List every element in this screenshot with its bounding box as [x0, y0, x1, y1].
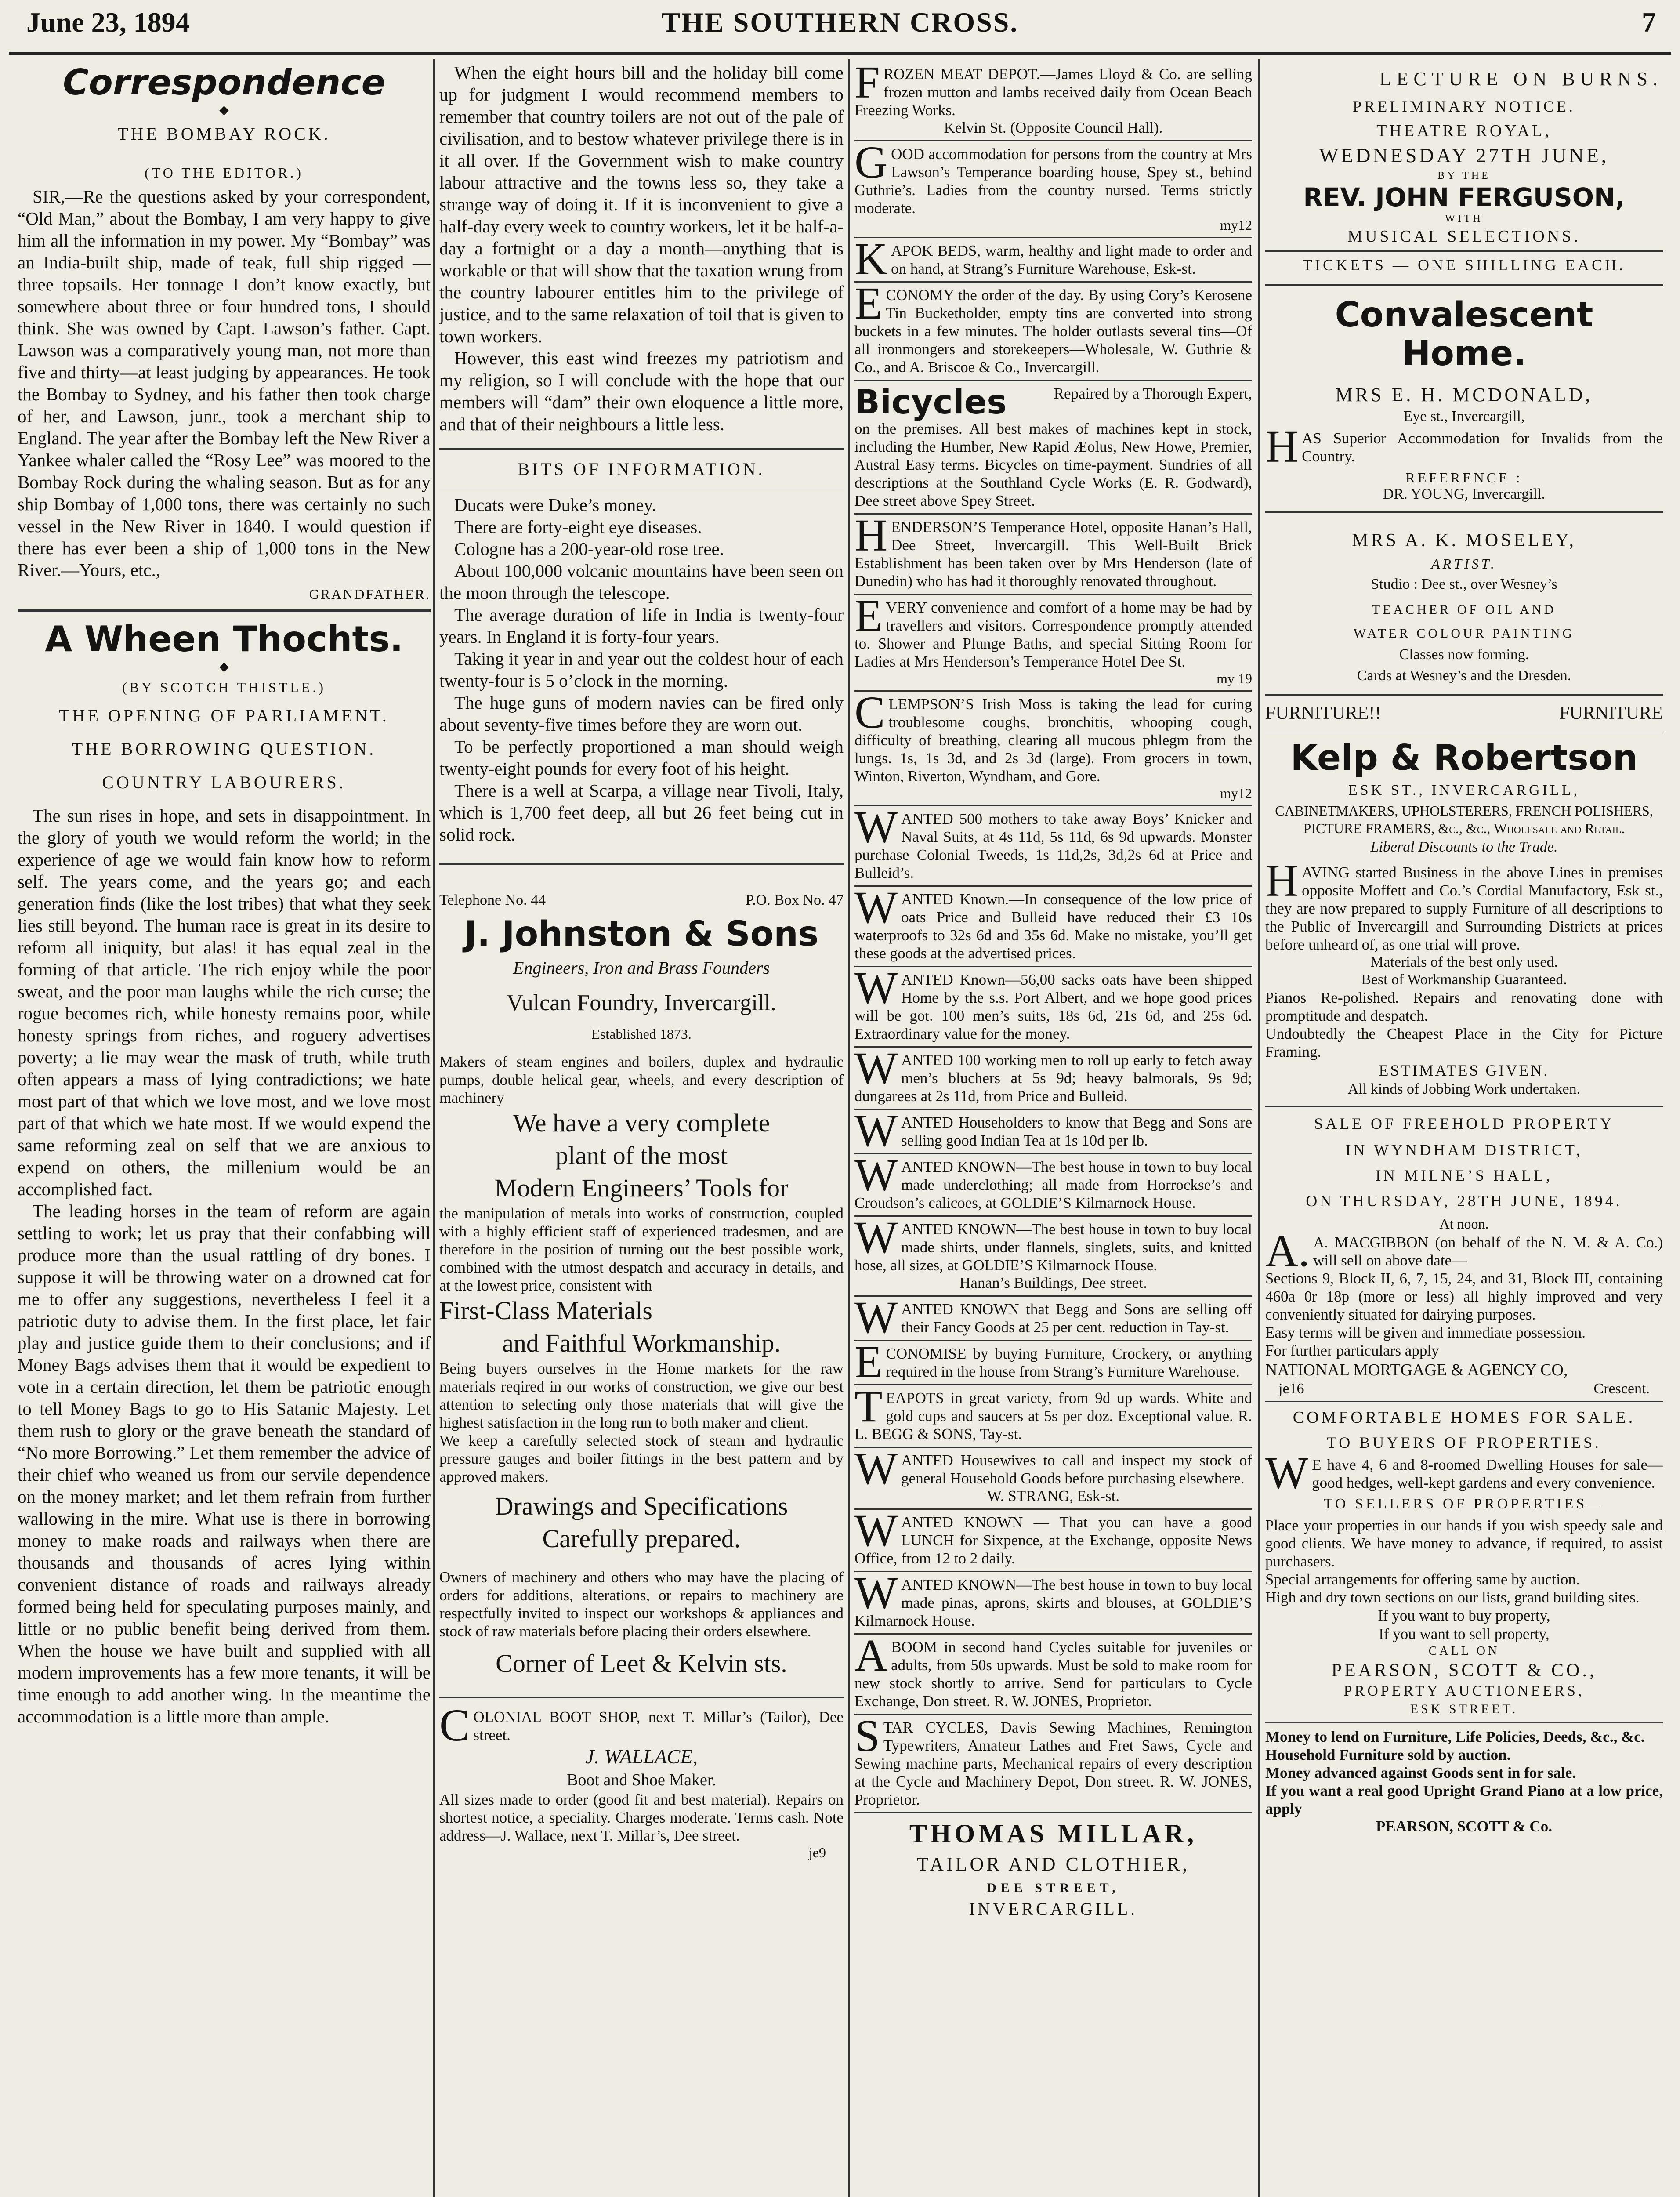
classified-ad [854, 510, 1252, 595]
sale-terms: Easy terms will be given and immediate possession. [1265, 1324, 1586, 1341]
pearson-sell: If you want to sell property, [1379, 1625, 1550, 1642]
classified-ad [854, 1043, 1252, 1110]
convalescent-title-1: Convalescent [1335, 295, 1593, 335]
pearson-money: Money to lend on Furniture, Life Policies, Deeds, &c., &c. [1265, 1728, 1645, 1745]
moseley-water: WATER COLOUR PAINTING [1353, 626, 1575, 641]
pearson-apply: PEARSON, SCOTT & Co. [1376, 1818, 1552, 1835]
bit-item: The average duration of life in India is twenty-four years. In England it is forty-four years. [439, 605, 844, 647]
moseley-role: ARTIST. [1431, 556, 1497, 572]
sale-title-2: IN WYNDHAM DISTRICT, [1345, 1141, 1583, 1159]
section-rule [439, 1697, 844, 1698]
sale-title-3: IN MILNE’S HALL, [1376, 1167, 1553, 1184]
bits-heading: BITS OF INFORMATION. [518, 459, 765, 479]
ad-text: WANTED KNOWN — That you can have a good LUNCH for Sixpence, at the Exchange, opposite News Office, from 12 to 2 daily. [854, 1505, 1252, 1567]
pearson-advanced: Money advanced against Goods sent in for sale. [1265, 1764, 1576, 1781]
ad-text: ECONOMY the order of the day. By using Cory’s Kerosene Tin Bucketholder, empty tins are converted into strong buckets in a few minutes. The holder outlasts several tins—Of all ironmongers and storekeepers—Wholesale, W. Guthrie & Co., and A. Briscoe & Co., Invercargill. [854, 278, 1252, 376]
column-divider [848, 59, 850, 2197]
classified-ad [854, 802, 1252, 887]
johnston-tools: Modern Engineers’ Tools for [494, 1174, 789, 1202]
bombay-rock-heading: THE BOMBAY ROCK. [117, 124, 331, 144]
convalescent-advertisement [1265, 292, 1663, 513]
ad-text: KAPOK BEDS, warm, healthy and light made to order and on hand, at Strang’s Furniture Warehouse, Esk-st. [854, 234, 1252, 284]
sale-code: je16 [1278, 1381, 1304, 1397]
wallace-name: J. WALLACE, [585, 1745, 698, 1768]
classified-ad [854, 1568, 1252, 1635]
bit-item: There are forty-eight eye diseases. [454, 517, 702, 537]
classified-ad [854, 1505, 1252, 1572]
kelp-line: Best of Workmanship Guaranteed. [1361, 972, 1567, 988]
classified-ad [854, 1212, 1252, 1297]
moseley-advertisement [1265, 513, 1663, 696]
sale-sections: Sections 9, Block II, 6, 7, 15, 24, and 31, Block III, containing 460a 0r 18p (more or less) all highly improved and very conveniently situated for dairying purposes. [1265, 1270, 1663, 1323]
johnston-trade: Engineers, Iron and Brass Founders [513, 958, 770, 978]
wallace-advertisement [439, 1700, 844, 1864]
column-3 [854, 62, 1252, 2197]
kelp-street: ESK ST., INVERCARGILL, [1348, 782, 1580, 798]
ad-text: FROZEN MEAT DEPOT.—James Lloyd & Co. are selling frozen mutton and lambs received daily from Ocean Beach Freezing Works. [854, 62, 1252, 119]
lecture-with: WITH [1445, 213, 1483, 225]
lecture-music: MUSICAL SELECTIONS. [1347, 227, 1581, 246]
bicycles-text: on the premises. All best makes of machines kept in stock, including the Humber, New Rapid Æolus, New Howe, Premier, Austral Easy terms. Bicycles on time-payment. Sundries of all descriptions at the Southland Cycle Works (E. R. Godward), Dee street above Spey Street. [854, 420, 1252, 509]
column-4 [1265, 62, 1663, 2197]
ad-text: TEAPOTS in great variety, from 9d up wards. White and gold cups and saucers at 5s per doz. Exceptional value. R. L. BEGG & SONS, Tay-st. [854, 1381, 1252, 1443]
classified-ad [854, 882, 1252, 967]
bit-item: There is a well at Scarpa, a village near Tivoli, Italy, which is 1,700 feet deep, all but 26 feet being cut in solid rock. [439, 780, 844, 845]
moseley-classes: Classes now forming. [1399, 646, 1529, 663]
section-rule [1265, 284, 1663, 286]
subheading-labourers: COUNTRY LABOURERS. [102, 772, 346, 792]
lecture-venue: THEATRE ROYAL, [1376, 122, 1552, 140]
kelp-name: Kelp & Robertson [1290, 737, 1638, 778]
pearson-piano: If you want a real good Upright Grand Piano at a low price, apply [1265, 1782, 1663, 1817]
pearson-role: PROPERTY AUCTIONEERS, [1343, 1683, 1585, 1699]
kelp-trades: CABINETMAKERS, UPHOLSTERERS, FRENCH POLISHERS, PICTURE FRAMERS, &c., &c., Wholesale and Retail. [1275, 803, 1653, 836]
article-paragraph: However, this east wind freezes my patriotism and my religion, so I will conclude with the hope that our members will “dam” their own eloquence a little more, and that of their neighbours a little less. [439, 348, 844, 434]
moseley-name: MRS A. K. MOSELEY, [1352, 530, 1576, 551]
convalescent-text: HAS Superior Accommodation for Invalids from the Country. [1265, 421, 1663, 472]
masthead [0, 0, 1680, 53]
johnston-materials: First-Class Materials [439, 1296, 652, 1325]
ad-code: my12 [1220, 785, 1252, 801]
to-the-editor: (TO THE EDITOR.) [145, 165, 304, 181]
classified-ad [854, 1150, 1252, 1217]
wheen-thochts-heading: A Wheen Thochts. [45, 619, 403, 660]
classified-ad [854, 278, 1252, 381]
sale-title-1: SALE OF FREEHOLD PROPERTY [1314, 1115, 1614, 1132]
johnston-foundry: Vulcan Foundry, Invercargill. [507, 990, 776, 1015]
furniture-left: FURNITURE!! [1265, 703, 1381, 723]
ad-code: my 19 [1217, 671, 1252, 686]
moseley-studio: Studio : Dee st., over Wesney’s [1371, 576, 1557, 592]
classified-ad [854, 1106, 1252, 1156]
article-paragraph: The sun rises in hope, and sets in disappointment. In the glory of youth we would reform the world; in the experience of age we would fain know how to reform self. The years come, and the years go; and each generation finds (like the lost tribes) that what they seek lies still beyond. The human race is great in its desire to reform all iniquity, but alas! it has equal zeal in the forming of that article. The rich enjoy while the poor sweat, and the poor man laughs while the rich curse; the rogue becomes rich, while honesty remains poor, while honesty springs from riches, and roguery advertises poverty; a lie may wear the mask of truth, while truth often appears a mass of lying contradictions; we hate most part of that which we love most, and we love most part of that which we hate most. If we would expend the same reforming zeal on self that we are anxious to expend on others, the millenium would be an accomplished fact. [18, 805, 431, 1199]
classified-ad [854, 234, 1252, 284]
johnston-workmanship: and Faithful Workmanship. [502, 1329, 781, 1357]
sale-body: A.A. MACGIBBON (on behalf of the N. M. & A. Co.) will sell on above date— [1265, 1225, 1663, 1276]
pearson-street: ESK STREET. [1410, 1702, 1518, 1716]
ad-text: WANTED Housewives to call and inspect my stock of general Household Goods before purchasing elsewhere. [854, 1443, 1252, 1494]
letter-paragraph: SIR,—Re the questions asked by your correspondent, “Old Man,” about the Bombay, I am very happy to give him all the information in my power. My “Bombay” was an India-built ship, made of teak, full ship rigged — three topsails. Her tonnage I don’t know exactly, but somewhere about three or four hundred tons, I should think. She was owned by Capt. Lawson’s father. Capt. Lawson was a comparatively young man, not more than five and thirty—at least judging by appearances. He took the Bombay to Sydney, and his father then took charge of her, and Lawson, junr., took a merchant ship to England. The year after the Bombay left the New River a Yankee whaler called the “Rosy Lee” was moored to the Bombay Rock during the whaling season. But as for any ship Bombay of 1,000 tons, there was certainly no such vessel in the New River in 1840. I would question if there has ever been a ship of 1,000 tons in the New River.—Yours, etc., [18, 186, 431, 580]
johnston-established: Established 1873. [591, 1026, 692, 1042]
lecture-speaker: REV. JOHN FERGUSON, [1303, 182, 1625, 212]
ad-text: WANTED Known—56,00 sacks oats have been shipped Home by the s.s. Port Albert, and we hope good prices will be got. 100 men’s suits, 18s 6d, 21s 6d, and 25s 6d. Extraordinary value for the money. [854, 963, 1252, 1042]
convalescent-reference-label: REFERENCE : [1405, 470, 1523, 486]
pearson-buy: If you want to buy property, [1378, 1607, 1550, 1624]
ad-code: my12 [1220, 217, 1252, 233]
kelp-discount: Liberal Discounts to the Trade. [1370, 839, 1558, 855]
bit-item: Taking it year in and year out the coldest hour of each twenty-four is 5 o’clock in the morning. [439, 649, 844, 691]
moseley-cards: Cards at Wesney’s and the Dresden. [1357, 667, 1571, 684]
convalescent-title-2: Home. [1402, 334, 1526, 373]
kelp-body: HAVING started Business in the above Lines in premises opposite Moffett and Co.’s Cordial Manufactory, Esk st., they are now prepared to supply Furniture of all descriptions to the Public of Invercargill and Surrounding Districts at prices before unheard of, as one trial will prove. [1265, 856, 1663, 953]
column-divider [1258, 59, 1260, 2197]
classified-ad [854, 137, 1252, 238]
pearson-sellers: TO SELLERS OF PROPERTIES— [1323, 1496, 1605, 1512]
ad-text: CLEMPSON’S Irish Moss is taking the lead for curing troublesome coughs, bronchitis, whooping cough, difficulty of breathing, clearing all mucous phlegm from the lungs. 1s, 1s 3d, and 2s 3d (large). From grocers in town, Winton, Riverton, Wyndham, and Gore. [854, 687, 1252, 785]
wallace-trade: Boot and Shoe Maker. [567, 1771, 716, 1789]
ornament-diamond: ◆ [219, 103, 229, 117]
johnston-buyers: Being buyers ourselves in the Home markets for the raw materials reqired in our works of construction, we give our best attention to selecting only those materials that will give the highest satisfaction in the long run to both maker and client. [439, 1360, 844, 1431]
bicycles-lead: Repaired by a Thorough Expert, [1054, 385, 1252, 402]
ad-text: WANTED 100 working men to roll up early to fetch away men’s bluchers at 5s 9d; heavy balmorals, 9s 9d; dungarees at 2s 11d, from Price and Bulleid. [854, 1043, 1252, 1105]
section-rule [18, 609, 431, 612]
millar-name: THOMAS MILLAR, [909, 1819, 1198, 1848]
sale-place: Crescent. [1593, 1381, 1650, 1397]
pearson-special: Special arrangements for offering same by auction. [1265, 1571, 1580, 1588]
johnston-drawings: Drawings and Specifications [495, 1492, 788, 1520]
furniture-right: FURNITURE [1559, 703, 1663, 723]
sale-advertisement [1265, 1107, 1663, 1402]
correspondence-heading: Correspondence [63, 62, 385, 103]
furniture-banner [1265, 699, 1663, 727]
pearson-advertisement [1265, 1402, 1663, 1839]
classified-ad [854, 1337, 1252, 1387]
section-rule [439, 448, 844, 450]
sale-title-5: At noon. [1439, 1216, 1489, 1232]
bicycles-header [854, 384, 1252, 420]
johnston-telephone: Telephone No. 44 [439, 892, 546, 908]
lecture-date: WEDNESDAY 27TH JUNE, [1319, 144, 1609, 167]
issue-date: June 23, 1894 [26, 7, 190, 38]
kelp-advertisement [1265, 696, 1663, 1107]
convalescent-address: Eye st., Invercargill, [1403, 408, 1525, 424]
classified-ad [854, 687, 1252, 806]
masthead-rule [9, 52, 1671, 55]
lecture-advertisement [1265, 62, 1663, 252]
pearson-firm: PEARSON, SCOTT & CO., [1331, 1660, 1597, 1681]
sale-title-4: ON THURSDAY, 28TH JUNE, 1894. [1306, 1192, 1622, 1210]
pearson-call: CALL ON [1428, 1644, 1500, 1658]
pearson-household: Household Furniture sold by auction. [1265, 1746, 1511, 1763]
ad-text: WANTED KNOWN—The best house in town to buy local made pinas, aprons, skirts and blouses, at GOLDIE’S Kilmarnock House. [854, 1568, 1252, 1629]
pearson-buyers: TO BUYERS OF PROPERTIES. [1326, 1434, 1602, 1451]
pearson-sellers-body: Place your properties in our hands if you wish speedy sale and good clients. We have money to advance, if required, to assist purchasers. [1265, 1517, 1663, 1570]
lecture-by: BY THE [1437, 170, 1491, 181]
sale-agency: NATIONAL MORTGAGE & AGENCY CO, [1265, 1361, 1568, 1379]
classified-ad [854, 62, 1252, 141]
convalescent-name: MRS E. H. MCDONALD, [1335, 384, 1593, 406]
sale-further: For further particulars apply [1265, 1342, 1439, 1359]
ad-text: WANTED Known.—In consequence of the low price of oats Price and Bulleid have reduced their £3 10s waterproofs to 32s 6d and 35s 6d. Make no mistake, you’ll get these goods at the advertised prices. [854, 882, 1252, 962]
newspaper-title: THE SOUTHERN CROSS. [661, 7, 1019, 38]
bit-item: Cologne has a 200-year-old rose tree. [454, 539, 724, 559]
johnston-name: J. Johnston & Sons [464, 914, 819, 954]
millar-town: INVERCARGILL. [969, 1899, 1138, 1919]
ad-text: WANTED KNOWN—The best house in town to buy local made underclothing; all made from Horrockse’s and Croudson’s calicoes, at GOLDIE’S Kilmarnock House. [854, 1150, 1252, 1211]
millar-street: DEE STREET, [987, 1881, 1120, 1895]
ad-text: HENDERSON’S Temperance Hotel, opposite Hanan’s Hall, Dee Street, Invercargill. This Well-Built Brick Establishment has been taken over by Mrs Henderson (late of Dunedin) who has had it thoroughly renovated throughout. [854, 510, 1252, 590]
pearson-land: High and dry town sections on our lists, grand building sites. [1265, 1589, 1640, 1606]
ad-tail: W. STRANG, Esk-st. [987, 1487, 1120, 1505]
ad-text: WANTED KNOWN that Begg and Sons are selling off their Fancy Goods at 25 per cent. reduction in Tay-st. [854, 1292, 1252, 1343]
johnston-owners: Owners of machinery and others who may have the placing of orders for additions, alterations, or repairs to machinery are respectfully invited to inspect our workshops & appliances and stock of raw materials before placing their orders elsewhere. [439, 1569, 844, 1640]
article-paragraph: The leading horses in the team of reform are again settling to work; let us pray that their confabbing will produce more than the usual rattling of dry bones. I suppose it will be throwing water on a drowned cat for me to offer any suggestions, nevertheless I feel it a patriotic duty to advise them. In the first place, let fair play and justice guide them to their conclusions; and if Money Bags advises them that it would be expedient to vote in a certain direction, let them be patriotic enough to tell Money Bags to go to His Satanic Majesty. Let them rush to glory or the grave beneath the standard of “No more Borrowing.” Let them remember the advice of their chief who weaned us from our servile dependence on the money market; and let them refrain from further wallowing in the mire. What use is there in borrowing money to make roads and railways when there are thousands and thousands of acres lying within convenient distance of roads and railways already formed being held for speculating purposes mainly, and little or no public benefit being derived from them. When the house we have built and supplied with all modern improvements has a few more tenants, it will be time enough to add another wing. In the meantime the accommodation is a little more than ample. [18, 1201, 431, 1726]
millar-trade: TAILOR AND CLOTHIER, [916, 1853, 1190, 1875]
article-paragraph: When the eight hours bill and the holiday bill come up for judgment I would recommend members to remember that country toilers are not out of the pale of civilisation, and to bestow whatever privilege there is in it all over. If the Government wish to make country labour attractive and the towns less so, they take a strange way of doing it. If it is inconvenient to give a half-day every week to country workers, let it be half-a-day a fortnight or a day a month—anything that is workable or that will show that the taxation wrung from the country labourer entitles him to the privilege of justice, and to the same relaxation of toil that is given to town workers. [439, 62, 844, 346]
classified-ad [854, 963, 1252, 1048]
column-2 [439, 62, 844, 2197]
ad-tail: Hanan’s Buildings, Dee street. [959, 1274, 1147, 1291]
bit-item: To be perfectly proportioned a man should weigh twenty-eight pounds for every foot of his height. [439, 736, 844, 779]
ad-text: STAR CYCLES, Davis Sewing Machines, Remington Typewriters, Amateur Lathes and Fret Saws, Cycle and Sewing machine parts, Mechanical repairs of every description at the Cycle and Machinery Depot, Don street. R. W. JONES, Proprietor. [854, 1711, 1252, 1808]
subheading-parliament: THE OPENING OF PARLIAMENT. [59, 706, 389, 725]
ad-text: WANTED KNOWN—The best house in town to buy local made shirts, under flannels, singlets, suits, and knitted hose, all sizes, at GOLDIE’S Kilmarnock House. [854, 1212, 1252, 1274]
column-divider [433, 59, 435, 2197]
column-1 [18, 62, 431, 2197]
johnston-manipulation: the manipulation of metals into works of construction, coupled with a highly efficient staff of experienced tradesmen, and are therefore in the position of turning out the best possible work, combined with the utmost despatch and accuracy in details, and at the lowest price, consistent with [439, 1205, 844, 1294]
johnston-pobox: P.O. Box No. 47 [746, 892, 844, 908]
kelp-line: Undoubtedly the Cheapest Place in the City for Picture Framing. [1265, 1025, 1663, 1060]
kelp-jobbing: All kinds of Jobbing Work undertaken. [1347, 1081, 1581, 1097]
lecture-notice: PRELIMINARY NOTICE. [1353, 98, 1575, 115]
wallace-body: All sizes made to order (good fit and best material). Repairs on shortest notice, a speciality. Charges moderate. Terms cash. Note address—J. Wallace, next T. Millar’s, Dee street. [439, 1791, 844, 1844]
lecture-tickets: TICKETS — ONE SHILLING EACH. [1303, 256, 1626, 274]
johnston-complete-1: We have a very complete [513, 1109, 770, 1137]
moseley-teacher: TEACHER OF OIL AND [1372, 602, 1557, 617]
johnston-complete-2: plant of the most [555, 1141, 728, 1170]
bicycles-title: Bicycles [854, 382, 1007, 421]
ad-text: GOOD accommodation for persons from the country at Mrs Lawson’s Temperance boarding house, Spey st., behind Guthrie’s. Ladies from the country nursed. Terms strictly moderate. [854, 137, 1252, 217]
johnston-advertisement [439, 871, 844, 1690]
subheading-borrowing: THE BORROWING QUESTION. [72, 739, 377, 759]
classified-ad [854, 1711, 1252, 1813]
pearson-body: WE have 4, 6 and 8-roomed Dwelling Houses for sale—good hedges, well-kept gardens and every convenience. [1265, 1448, 1663, 1498]
classified-ad [854, 591, 1252, 692]
ad-text: WANTED Householders to know that Begg and Sons are selling good Indian Tea at 1s 10d per lb. [854, 1106, 1252, 1156]
bit-item: Ducats were Duke’s money. [454, 495, 656, 515]
johnston-stock: We keep a carefully selected stock of steam and hydraulic pressure gauges and boiler fittings in the best pattern and by approved makers. [439, 1432, 844, 1485]
ad-text: ABOOM in second hand Cycles suitable for juveniles or adults, from 50s upwards. Must be sold to make room for new stock shortly to arrive. Send for particulars to Cycle Exchange, Don street. R. W. JONES, Proprietor. [854, 1630, 1252, 1710]
section-rule [1265, 1722, 1663, 1723]
ornament-diamond: ◆ [219, 660, 229, 674]
johnston-prepared: Carefully prepared. [542, 1524, 741, 1553]
letter-signature: GRANDFATHER. [309, 586, 431, 602]
page-number: 7 [1642, 7, 1656, 38]
johnston-corner: Corner of Leet & Kelvin sts. [496, 1649, 787, 1678]
pearson-title: COMFORTABLE HOMES FOR SALE. [1293, 1408, 1636, 1427]
wallace-text: COLONIAL BOOT SHOP, next T. Millar’s (Tailor), Dee street. [439, 1700, 844, 1751]
bit-item: About 100,000 volcanic mountains have been seen on the moon through the telescope. [439, 561, 844, 603]
ad-tail: Kelvin St. (Opposite Council Hall). [944, 119, 1163, 136]
section-rule [439, 863, 844, 865]
byline: (BY SCOTCH THISTLE.) [122, 679, 326, 695]
bit-item: The huge guns of modern navies can be fired only about seventy-five times before they are worn out. [439, 692, 844, 735]
ad-text: WANTED 500 mothers to take away Boys’ Knicker and Naval Suits, at 4s 11d, 5s 11d, 6s 9d upwards. Monster purchase Colonial Tweeds, 1s 11d,2s, 3d,2s 6d at Price and Bulleid’s. [854, 802, 1252, 881]
johnston-contact [439, 892, 844, 909]
ad-text: EVERY convenience and comfort of a home may be had by travellers and visitors. Correspondence promptly attended to. Shower and Plunge Baths, and special Sitting Room for Ladies at Mrs Henderson’s Temperance Hotel Dee St. [854, 591, 1252, 670]
kelp-estimates: ESTIMATES GIVEN. [1379, 1062, 1550, 1079]
classified-ad [854, 1381, 1252, 1448]
sale-footer [1265, 1381, 1663, 1397]
classified-ad [854, 1292, 1252, 1343]
wallace-code: je9 [808, 1845, 826, 1860]
classified-ad [854, 1630, 1252, 1715]
bicycles-advertisement [854, 381, 1252, 515]
convalescent-reference: DR. YOUNG, Invercargill. [1383, 486, 1546, 502]
johnston-makers: Makers of steam engines and boilers, duplex and hydraulic pumps, double helical gear, wheels, and every description of machinery [439, 1053, 844, 1106]
kelp-line: Materials of the best only used. [1370, 954, 1558, 970]
ad-text: ECONOMISE by buying Furniture, Crockery, or anything required in the house from Strang’s Furniture Warehouse. [854, 1337, 1252, 1387]
kelp-line: Pianos Re-polished. Repairs and renovating done with promptitude and despatch. [1265, 989, 1663, 1024]
millar-advertisement [854, 1813, 1252, 1924]
classified-ad [854, 1443, 1252, 1510]
lecture-title: LECTURE ON BURNS. [1379, 68, 1663, 90]
